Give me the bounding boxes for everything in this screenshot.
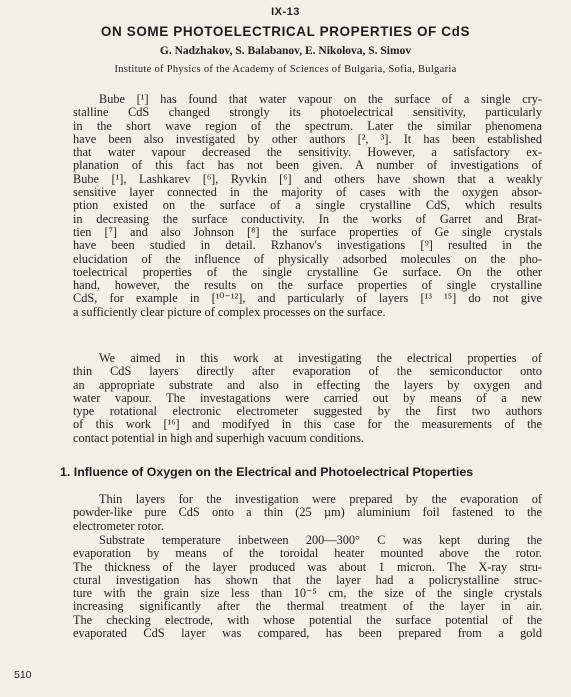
text-line: elucidation of the influence of physically adsorbed molecules on the pho- <box>73 251 542 266</box>
text-line: sensitive layer connected in the majority of cases with the oxygen absor- <box>73 185 542 200</box>
section-heading: 1. Influence of Oxygen on the Electrical and Photoelectrical Ptoperties <box>60 465 474 479</box>
text-line: Bube [¹], Lashkarev [⁶], Ryvkin [⁶] and others have shown that a weakly <box>73 171 542 186</box>
text-line: tien [⁷] and also Johnson [⁸] the surface properties of Ge single crystals <box>73 224 542 239</box>
page-number: 510 <box>14 669 32 681</box>
text-line: electrometer rotor. <box>73 518 164 533</box>
text-line: stalline CdS changed strongly its photoelectrical sensitivity, particularly <box>73 105 542 120</box>
affiliation: Institute of Physics of the Academy of Sciences of Bulgaria, Sofia, Bulgaria <box>114 64 457 75</box>
author-list: G. Nadzhakov, S. Balabanov, E. Nikolova, S. Simov <box>159 45 412 57</box>
text-line: powder-like pure CdS onto a thin (25 µm) aluminium foil fastened to the <box>73 505 542 520</box>
text-line: toelectrical properties of the single crystalline Ge surface. On the other <box>73 264 542 279</box>
text-line: ption existed on the surface of a single crystalline CdS, which results <box>73 198 542 213</box>
section-paragraph-2 <box>73 534 542 640</box>
text-line: Substrate temperature inbetween 200—300° C was kept during the <box>99 533 542 547</box>
text-line: increasing significantly after the thermal treatment of the layer in air. <box>73 599 542 614</box>
aim-paragraph <box>73 352 542 445</box>
text-line: Bube [¹] has found that water vapour on the surface of a single cry- <box>99 92 542 106</box>
text-line: thin CdS layers directly after evaporation of the semiconductor onto <box>73 364 542 379</box>
text-line: an appropriate substrate and also in effecting the layers by oxygen and <box>73 377 542 392</box>
paper-code: IX-13 <box>271 6 300 18</box>
text-line: CdS, for example in [¹⁰⁻¹²], and particularly of layers [¹³ ¹⁵] do not give <box>73 291 542 306</box>
text-line: that water vapour decreased the sensitivity. However, a satisfactory ex- <box>73 145 542 160</box>
text-line: evaporation by means of the toroidal heater mounted above the rotor. <box>73 546 542 561</box>
text-line: of this work [¹⁶] and modifyed in this case for the measurements of the <box>73 417 542 432</box>
text-line: a sufficiently clear picture of complex processes on the surface. <box>73 304 386 319</box>
text-line: in the short wave region of the spectrum. Later the similar phenomena <box>73 118 542 133</box>
text-line: in decreasing the surface conductivity. In the works of Garret and Brat- <box>73 211 542 226</box>
text-line: have been also investigated by other authors [², ³]. It has been established <box>73 131 542 146</box>
text-line: have been studied in detail. Rzhanov's investigations [⁹] resulted in the <box>73 238 542 253</box>
text-line: ture with the grain size less than 10⁻⁵ cm, the size of the single crystals <box>73 586 542 601</box>
paper-title: ON SOME PHOTOELECTRICAL PROPERTIES OF CdS <box>100 24 471 39</box>
text-line: ctural investigation has shown that the layer had a policrystalline struc- <box>73 572 542 587</box>
text-line: contact potential in high and superhigh vacuum conditions. <box>73 430 364 445</box>
text-line: Thin layers for the investigation were prepared by the evaporation of <box>99 492 542 506</box>
text-line: planation of this fact has not been given. A number of investigations of <box>73 158 542 173</box>
text-line: evaporated CdS layer was compared, has been prepared from a gold <box>73 626 542 641</box>
text-line: hand, however, the results on the surface properties of single crystalline <box>73 278 542 293</box>
text-line: The checking electrode, with whose potential the surface potential of the <box>73 612 542 627</box>
section-paragraph-1 <box>73 493 542 533</box>
text-line: water vapour. The investagations were carried out by means of a new <box>73 390 542 405</box>
text-line: The thickness of the layer produced was about 1 micron. The X-ray stru- <box>73 559 542 574</box>
text-line: type rotational electronic electrometer suggested by the first two authors <box>73 404 542 419</box>
text-line: We aimed in this work at investigating the electrical properties of <box>99 351 542 365</box>
intro-paragraph <box>73 93 542 319</box>
